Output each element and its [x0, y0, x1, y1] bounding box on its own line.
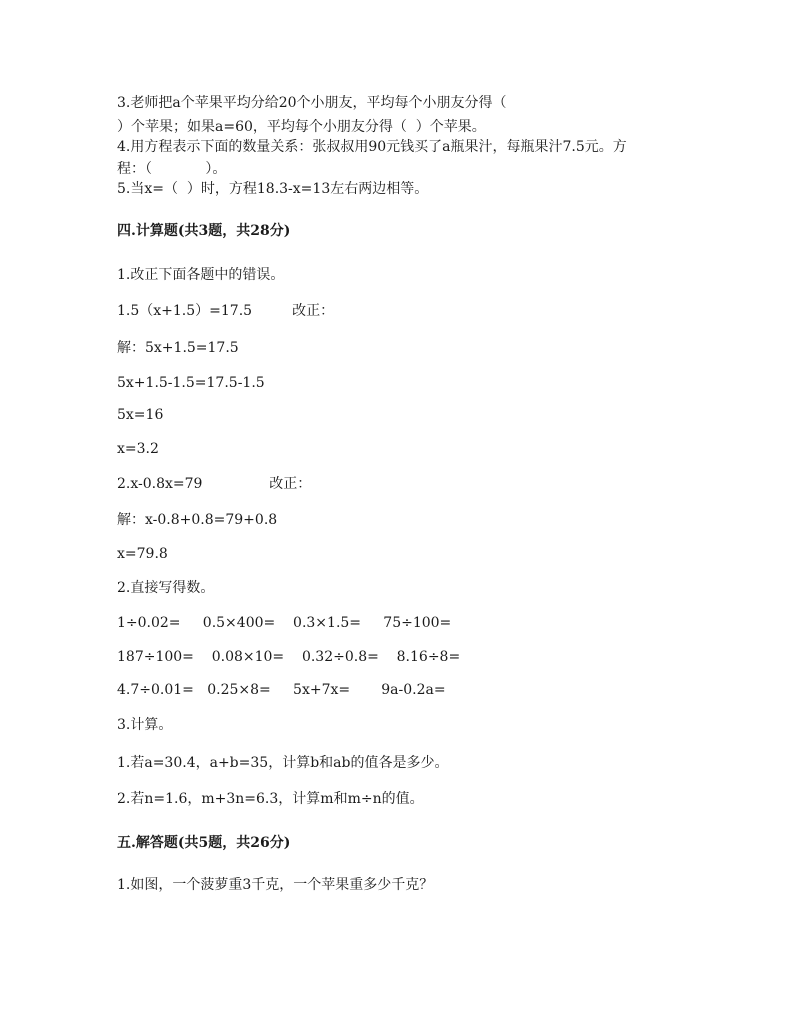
mental-math-row: 1÷0.02= 0.5×400= 0.3×1.5= 75÷100= [117, 615, 452, 631]
section-4-question-2-title: 2.直接写得数。 [117, 580, 215, 596]
fill-in-question-5: 5.当x=（ ）时，方程18.3-x=13左右两边相等。 [117, 181, 429, 197]
section-4-question-3-title: 3.计算。 [117, 717, 173, 733]
problem-1-step: 解：5x+1.5=17.5 [117, 340, 239, 356]
section-4-question-1-title: 1.改正下面各题中的错误。 [117, 267, 285, 283]
problem-2-step: x=79.8 [117, 546, 168, 562]
problem-1-equation: 1.5（x+1.5）=17.5 改正： [117, 303, 335, 319]
fill-in-question-4-line-2: 程：（ ）。 [117, 161, 227, 177]
problem-1-step: 5x=16 [117, 407, 164, 423]
section-5-heading: 五.解答题(共5题，共26分) [117, 835, 291, 851]
problem-1-step: x=3.2 [117, 441, 159, 457]
mental-math-row: 4.7÷0.01= 0.25×8= 5x+7x= 9a-0.2a= [117, 682, 446, 698]
mental-math-row: 187÷100= 0.08×10= 0.32÷0.8= 8.16÷8= [117, 649, 461, 665]
section-4-heading: 四.计算题(共3题，共28分) [117, 223, 291, 239]
calculation-item: 2.若n=1.6，m+3n=6.3，计算m和m÷n的值。 [117, 791, 424, 807]
problem-2-equation: 2.x-0.8x=79 改正： [117, 476, 312, 492]
fill-in-question-3-line-1: 3.老师把a个苹果平均分给20个小朋友，平均每个小朋友分得（ [117, 95, 507, 111]
calculation-item: 1.若a=30.4，a+b=35，计算b和ab的值各是多少。 [117, 755, 449, 771]
problem-1-step: 5x+1.5-1.5=17.5-1.5 [117, 375, 265, 391]
problem-2-step: 解：x-0.8+0.8=79+0.8 [117, 512, 278, 528]
fill-in-question-4-line-1: 4.用方程表示下面的数量关系：张叔叔用90元钱买了a瓶果汁，每瓶果汁7.5元。方 [117, 139, 627, 155]
section-5-question-1: 1.如图，一个菠萝重3千克，一个苹果重多少千克？ [117, 877, 434, 893]
fill-in-question-3-line-2: ）个苹果；如果a=60，平均每个小朋友分得（ ）个苹果。 [117, 119, 486, 135]
